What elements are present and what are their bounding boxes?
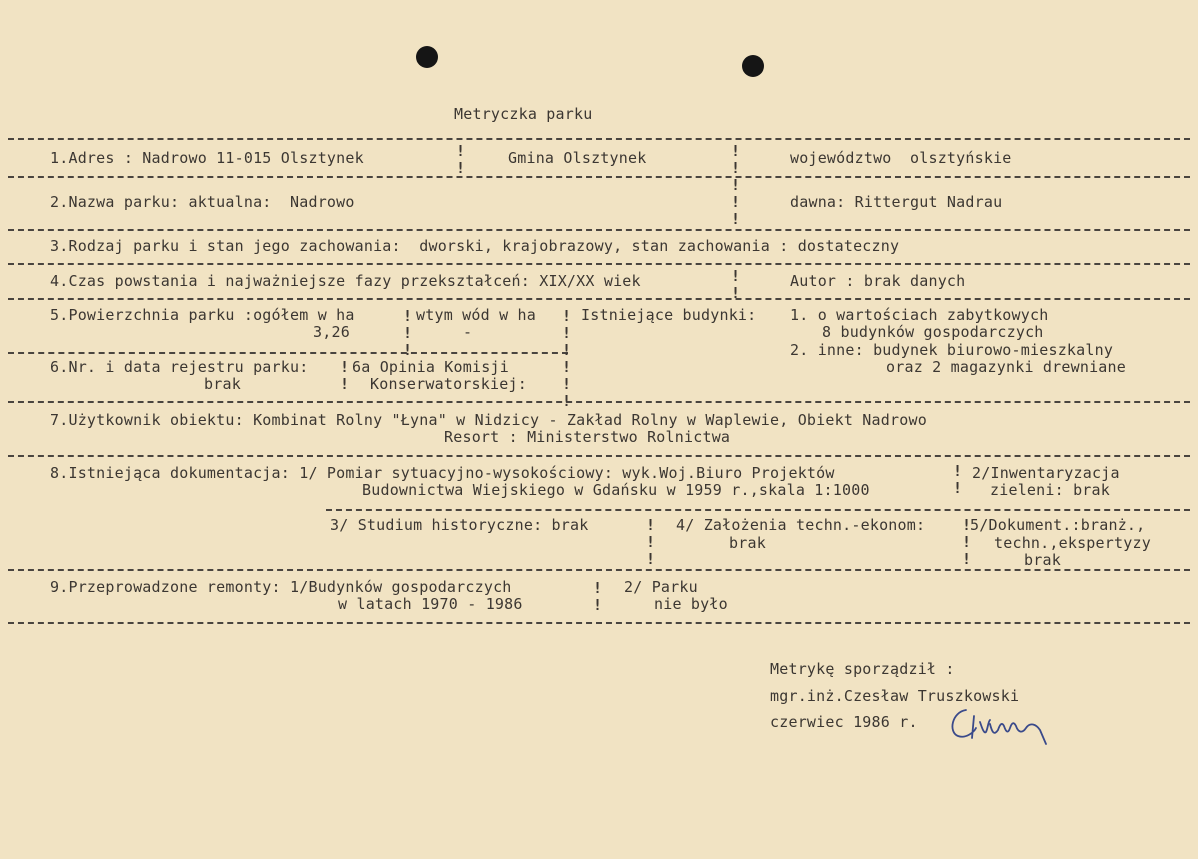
voivodeship-field: województwo olsztyńskie bbox=[790, 149, 1012, 167]
column-separator: ! ! ! bbox=[962, 516, 972, 568]
handwritten-signature bbox=[944, 702, 1056, 750]
row-divider-partial bbox=[8, 352, 568, 354]
tech-econ-value: brak bbox=[729, 534, 766, 552]
gmina-field: Gmina Olsztynek bbox=[508, 149, 647, 167]
area-value: 3,26 bbox=[313, 323, 350, 341]
inventory-label: 2/Inwentaryzacja bbox=[972, 464, 1120, 482]
prepared-by-label: Metrykę sporządził : bbox=[770, 660, 955, 678]
branch-docs-label-2: techn.,ekspertyzy bbox=[994, 534, 1151, 552]
tech-econ-label: 4/ Założenia techn.-ekonom: bbox=[676, 516, 926, 534]
row-divider bbox=[8, 138, 1190, 140]
buildings-item-2-detail: oraz 2 magazynki drewniane bbox=[886, 358, 1126, 376]
buildings-label: Istniejące budynki: bbox=[581, 306, 757, 324]
punch-hole bbox=[416, 46, 438, 68]
row-divider-partial bbox=[326, 509, 1190, 511]
water-area-value: - bbox=[463, 323, 473, 341]
documentation-label: 8.Istniejąca dokumentacja: 1/ Pomiar sytuacyjno-wysokościowy: wyk.Woj.Biuro Projektów bbox=[50, 464, 835, 482]
column-separator: ! ! bbox=[593, 579, 603, 614]
branch-docs-value: brak bbox=[1024, 551, 1061, 569]
creation-time-field: 4.Czas powstania i najważniejsze fazy przekształceń: XIX/XX wiek bbox=[50, 272, 641, 290]
area-label: 5.Powierzchnia parku :ogółem w ha bbox=[50, 306, 355, 324]
register-label: 6.Nr. i data rejestru parku: bbox=[50, 358, 309, 376]
buildings-item-1: 1. o wartościach zabytkowych bbox=[790, 306, 1049, 324]
register-value: brak bbox=[204, 375, 241, 393]
column-separator: ! ! bbox=[731, 267, 741, 302]
opinion-label: 6a Opinia Komisji bbox=[352, 358, 509, 376]
historical-study-field: 3/ Studium historyczne: brak bbox=[330, 516, 589, 534]
opinion-label-2: Konserwatorskiej: bbox=[370, 375, 527, 393]
row-divider bbox=[8, 229, 1190, 231]
inventory-value: zieleni: brak bbox=[990, 481, 1110, 499]
row-divider bbox=[8, 622, 1190, 624]
park-renovation-value: nie było bbox=[654, 595, 728, 613]
preparer-name: mgr.inż.Czesław Truszkowski bbox=[770, 687, 1020, 705]
buildings-item-1-detail: 8 budynków gospodarczych bbox=[822, 323, 1044, 341]
column-separator: ! ! ! bbox=[646, 516, 656, 568]
address-field: 1.Adres : Nadrowo 11-015 Olsztynek bbox=[50, 149, 364, 167]
author-field: Autor : brak danych bbox=[790, 272, 966, 290]
row-divider bbox=[8, 569, 1190, 571]
column-separator: ! ! bbox=[340, 358, 350, 393]
row-divider bbox=[8, 176, 1190, 178]
documentation-detail: Budownictwa Wiejskiego w Gdańsku w 1959 r.,skala 1:1000 bbox=[362, 481, 870, 499]
former-name-field: dawna: Rittergut Nadrau bbox=[790, 193, 1003, 211]
buildings-item-2: 2. inne: budynek biurowo-mieszkalny bbox=[790, 341, 1114, 359]
column-separator: ! ! bbox=[953, 462, 963, 497]
row-divider bbox=[8, 455, 1190, 457]
row-divider bbox=[8, 401, 1190, 403]
user-field: 7.Użytkownik obiektu: Kombinat Rolny "Łyna" w Nidzicy - Zakład Rolny w Waplewie, Obiekt Nadrowo bbox=[50, 411, 927, 429]
renovations-label: 9.Przeprowadzone remonty: 1/Budynków gospodarczych bbox=[50, 578, 512, 596]
ministry-field: Resort : Ministerstwo Rolnictwa bbox=[444, 428, 731, 446]
column-separator: ! ! ! ! ! bbox=[731, 142, 741, 228]
row-divider bbox=[8, 298, 1190, 300]
park-name-field: 2.Nazwa parku: aktualna: Nadrowo bbox=[50, 193, 355, 211]
renovations-years: w latach 1970 - 1986 bbox=[338, 595, 523, 613]
water-area-label: wtym wód w ha bbox=[416, 306, 536, 324]
park-type-field: 3.Rodzaj parku i stan jego zachowania: dworski, krajobrazowy, stan zachowania : dostateczny bbox=[50, 237, 900, 255]
column-separator: ! ! ! ! ! ! bbox=[562, 307, 572, 410]
park-renovation-label: 2/ Parku bbox=[624, 578, 698, 596]
branch-docs-label: 5/Dokument.:branż., bbox=[970, 516, 1146, 534]
column-separator: ! ! bbox=[456, 142, 466, 177]
document-title: Metryczka parku bbox=[454, 105, 593, 123]
column-separator: ! ! ! bbox=[403, 307, 413, 359]
punch-hole bbox=[742, 55, 764, 77]
document-date: czerwiec 1986 r. bbox=[770, 713, 918, 731]
row-divider bbox=[8, 263, 1190, 265]
